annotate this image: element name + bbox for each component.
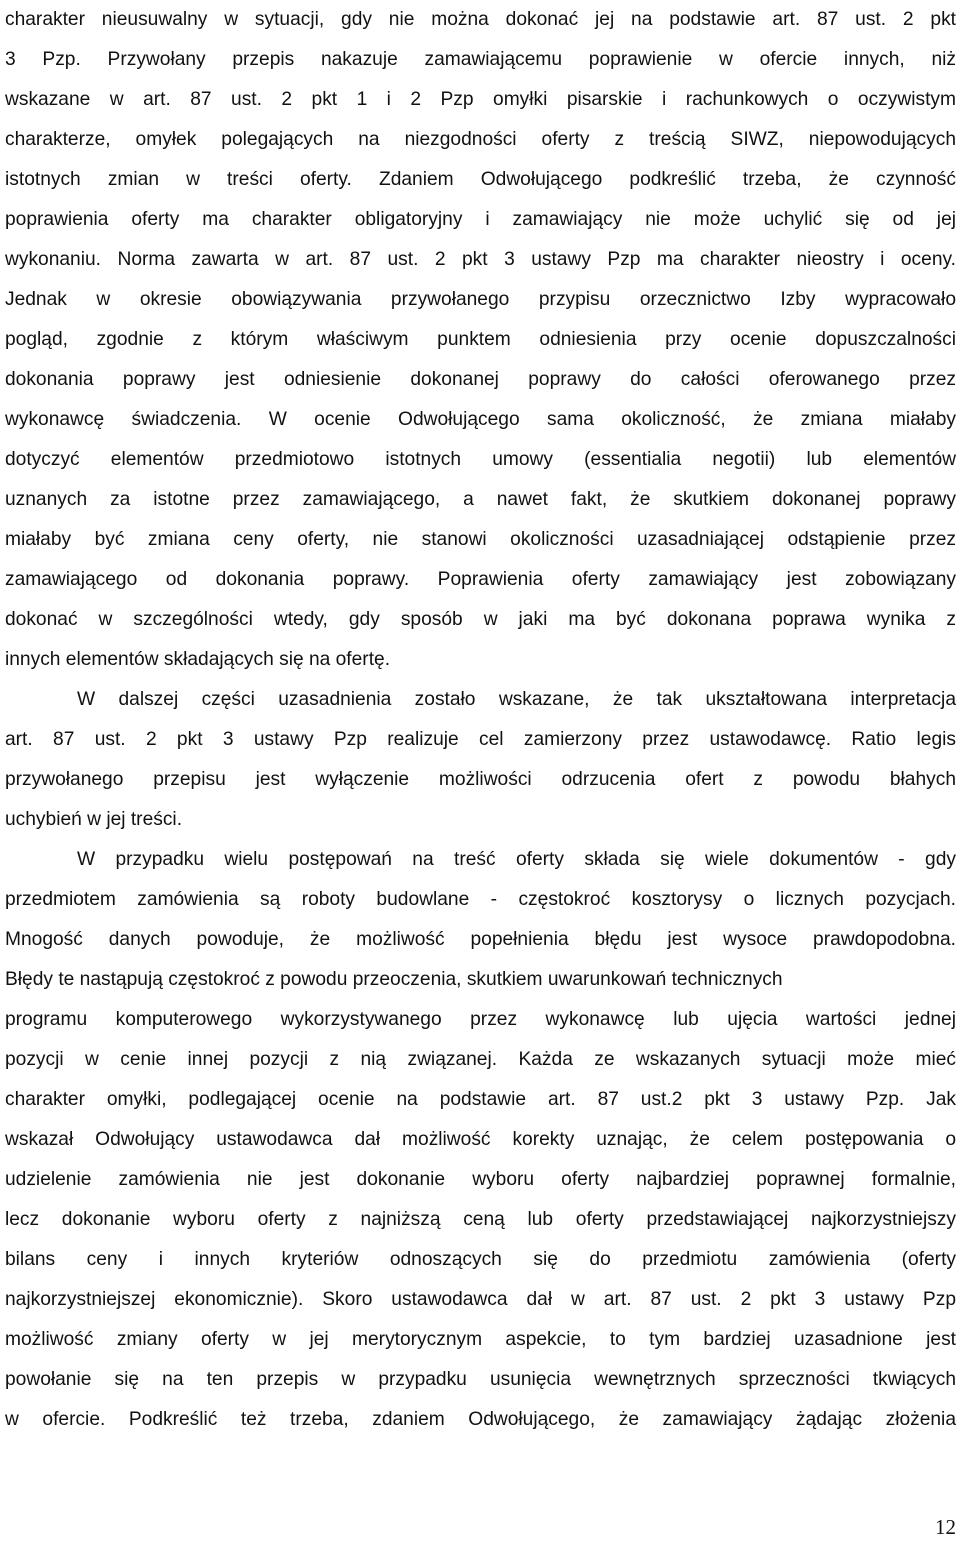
text-line: powołanie się na ten przepis w przypadku usunięcia wewnętrznych sprzeczności tkwiących [5,1369,956,1390]
text-line: W dalszej części uzasadnienia zostało wskazane, że tak ukształtowana interpretacja [77,689,956,710]
text-line: udzielenie zamówienia nie jest dokonanie wyboru oferty najbardziej poprawnej formalnie, [5,1169,956,1190]
text-line: uchybień w jej treści. [5,809,183,830]
text-line: charakter nieusuwalny w sytuacji, gdy nie można dokonać jej na podstawie art. 87 ust. 2 pkt [5,9,956,30]
text-line: bilans ceny i innych kryteriów odnoszących się do przedmiotu zamówienia (oferty [5,1249,956,1270]
text-line: najkorzystniejszej ekonomicznie). Skoro ustawodawca dał w art. 87 ust. 2 pkt 3 ustawy Pzp [5,1289,956,1310]
text-line: miałaby być zmiana ceny oferty, nie stanowi okoliczności uzasadniającej odstąpienie przez [5,529,956,550]
text-line: dotyczyć elementów przedmiotowo istotnych umowy (essentialia negotii) lub elementów [5,449,956,470]
text-line: dokonania poprawy jest odniesienie dokonanej poprawy do całości oferowanego przez [5,369,956,390]
text-line: pogląd, zgodnie z którym właściwym punktem odniesienia przy ocenie dopuszczalności [5,329,956,350]
text-line: zamawiającego od dokonania poprawy. Poprawienia oferty zamawiający jest zobowiązany [5,569,956,590]
text-line: innych elementów składających się na ofertę. [5,649,391,670]
text-line: uznanych za istotne przez zamawiającego, a nawet fakt, że skutkiem dokonanej poprawy [5,489,956,510]
text-line: istotnych zmian w treści oferty. Zdaniem Odwołującego podkreślić trzeba, że czynność [5,169,956,190]
text-line: w ofercie. Podkreślić też trzeba, zdaniem Odwołującego, że zamawiający żądając złożenia [5,1409,956,1430]
text-line: Jednak w okresie obowiązywania przywołanego przypisu orzecznictwo Izby wypracowało [5,289,956,310]
text-line: pozycji w cenie innej pozycji z nią związanej. Każda ze wskazanych sytuacji może mieć [5,1049,956,1070]
text-line: wykonaniu. Norma zawarta w art. 87 ust. 2 pkt 3 ustawy Pzp ma charakter nieostry i oceny. [5,249,956,270]
text-line: Błędy te nastąpują częstokroć z powodu przeoczenia, skutkiem uwarunkowań technicznych [5,969,783,990]
text-line: lecz dokonanie wyboru oferty z najniższą ceną lub oferty przedstawiającej najkorzystniejszy [5,1209,956,1230]
text-line: przywołanego przepisu jest wyłączenie możliwości odrzucenia ofert z powodu błahych [5,769,956,790]
text-line: programu komputerowego wykorzystywanego przez wykonawcę lub ujęcia wartości jednej [5,1009,956,1030]
text-line: wskazał Odwołujący ustawodawca dał możliwość korekty uznając, że celem postępowania o [5,1129,956,1150]
text-line: charakter omyłki, podlegającej ocenie na podstawie art. 87 ust.2 pkt 3 ustawy Pzp. Jak [5,1089,956,1110]
text-line: W przypadku wielu postępowań na treść oferty składa się wiele dokumentów - gdy [77,849,956,870]
text-line: przedmiotem zamówienia są roboty budowlane - częstokroć kosztorysy o licznych pozycjach. [5,889,956,910]
text-line: wykonawcę świadczenia. W ocenie Odwołującego sama okoliczność, że zmiana miałaby [5,409,956,430]
page-number: 12 [935,1515,956,1539]
text-line: art. 87 ust. 2 pkt 3 ustawy Pzp realizuje cel zamierzony przez ustawodawcę. Ratio legis [5,729,956,750]
text-line: dokonać w szczególności wtedy, gdy sposób w jaki ma być dokonana poprawa wynika z [5,609,956,630]
text-line: charakterze, omyłek polegających na niezgodności oferty z treścią SIWZ, niepowodujących [5,129,956,150]
text-line: Mnogość danych powoduje, że możliwość popełnienia błędu jest wysoce prawdopodobna. [5,929,956,950]
text-line: możliwość zmiany oferty w jej merytorycznym aspekcie, to tym bardziej uzasadnione jest [5,1329,956,1350]
text-line: 3 Pzp. Przywołany przepis nakazuje zamawiającemu poprawienie w ofercie innych, niż [5,49,956,70]
text-line: poprawienia oferty ma charakter obligatoryjny i zamawiający nie może uchylić się od jej [5,209,956,230]
text-line: wskazane w art. 87 ust. 2 pkt 1 i 2 Pzp omyłki pisarskie i rachunkowych o oczywistym [5,89,956,110]
